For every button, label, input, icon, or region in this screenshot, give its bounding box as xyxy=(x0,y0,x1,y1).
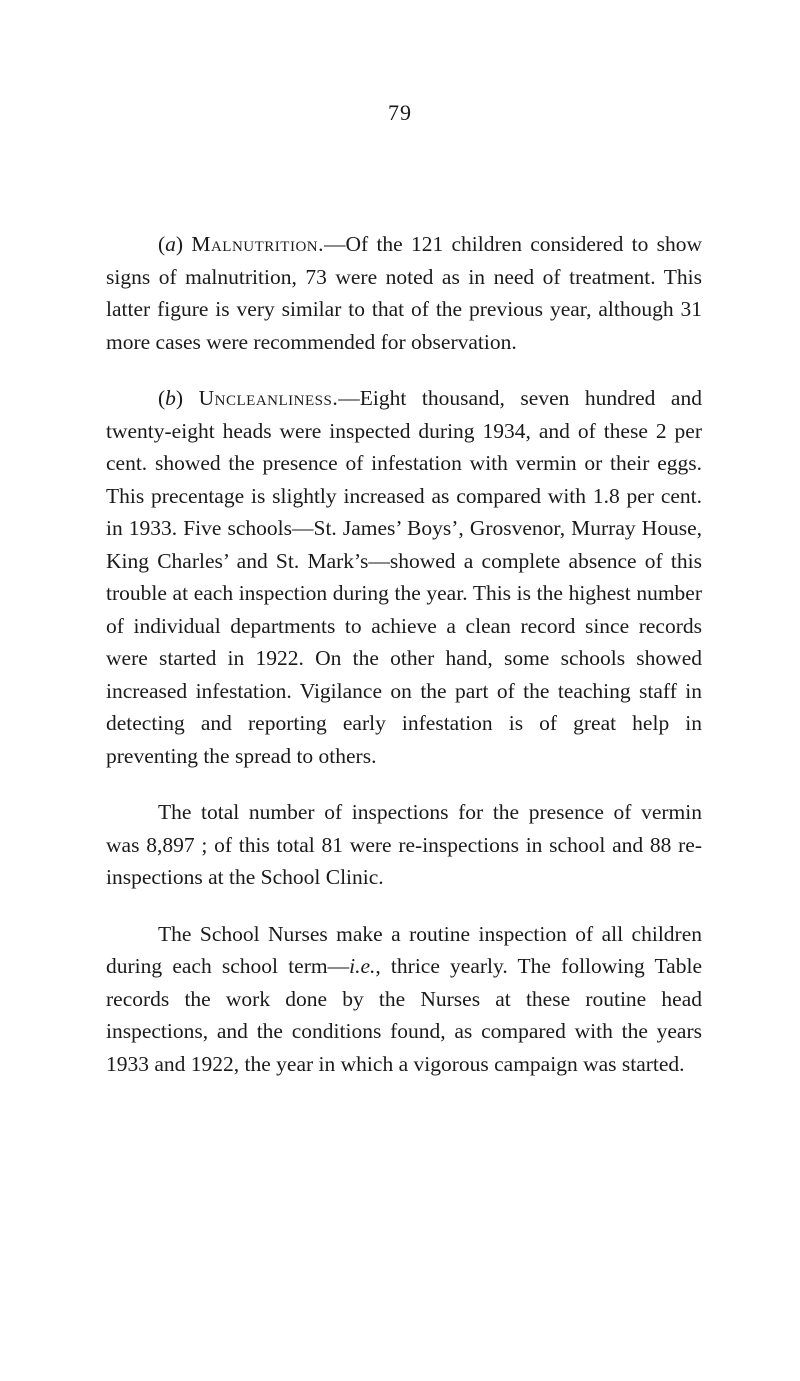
uncleanliness-text: —Eight thousand, seven hundred and twenty-eight heads were inspected during 1934, and of these 2 per cent. showed the presence of infestation with vermin or their eggs. This precentage is slightly increased as compared with 1.8 per cent. in 1933. Five schools—St. James’ Boys’, Grosvenor, Murray House, King Charles’ and St. Mark’s—showed a complete absence of this trouble at each inspection during the year. This is the highest number of individual departments to achieve a clean record since records were started in 1922. On the other hand, some schools showed increased infestation. Vigilance on the part of the teaching staff in detecting and reporting early infestation is of great help in preventing the spread to others. xyxy=(106,386,702,768)
paragraph-marker-a: a xyxy=(165,232,176,256)
paragraph-malnutrition: (a) Malnutrition.—Of the 121 children considered to show signs of malnutrition, 73 were noted as in need of treatment. This latter figure is very similar to that of the previous year, although 31 more cases were recommended for observation. xyxy=(106,232,702,354)
routine-ie: i.e. xyxy=(349,954,376,978)
paragraph-marker-b: b xyxy=(165,386,176,410)
body-text xyxy=(106,228,702,1104)
paragraph-inspections xyxy=(106,796,702,894)
inspections-text: The total number of inspections for the presence of vermin was 8,897 ; of this total 81 were re-inspections in school and 88 re-inspections at the School Clinic. xyxy=(106,800,702,889)
routine-text-end: , thrice yearly. The following Table records the work done by the Nurses at these routine head inspections, and the conditions found, as compared with the years 1933 and 1922, the year in which a vigorous campaign was started. xyxy=(106,954,702,1076)
routine-text-start: The School Nurses make a routine inspection of all children during each school term— xyxy=(106,921,702,978)
heading-uncleanliness: Uncleanliness. xyxy=(198,386,339,410)
paragraph-routine xyxy=(106,918,702,1081)
page-number: 79 xyxy=(388,100,412,125)
heading-malnutrition: Malnutrition. xyxy=(191,232,324,256)
malnutrition-text: —Of the 121 children considered to show signs of malnutrition, 73 were noted as in need of treatment. This latter figure is very similar to that of the previous year, although 31 more cases were recommended for observation. xyxy=(106,232,702,354)
paragraph-uncleanliness: (b) Uncleanliness.—Eight thousand, seven hundred and twenty-eight heads were inspected during 1934, and of these 2 per cent. showed the presence of infestation with vermin or their eggs. This precentage is slightly increased as compared with 1.8 per cent. in 1933. Five schools—St. James’ Boys’, Grosvenor, Murray House, King Charles’ and St. Mark’s—showed a complete absence of this trouble at each inspection during the year. This is the highest number of individual departments to achieve a clean record since records were started in 1922. On the other hand, some schools showed increased infestation. Vigilance on the part of the teaching staff in detecting and reporting early infestation is of great help in preventing the spread to others. xyxy=(106,386,702,768)
